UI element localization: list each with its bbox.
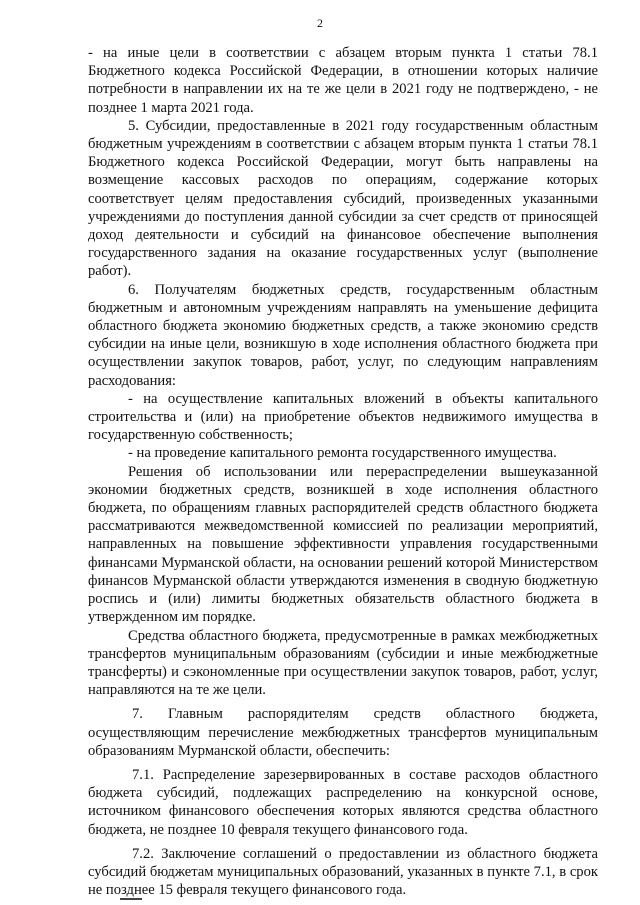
paragraph-capital-repair: - на проведение капитального ремонта государственного имущества.	[128, 445, 557, 462]
document-body	[88, 44, 598, 899]
paragraph-capital-investments: - на осуществление капитальных вложений в объекты капитального строительства и (или) на приобретение объектов недвижимого имущества в государственную собственность;	[88, 390, 598, 444]
page-number: 2	[317, 16, 323, 30]
paragraph-savings-decisions: Решения об использовании или перераспределении вышеуказанной экономии бюджетных средств, возникшей в ходе исполнения областного бюджета, по обращениям главных распорядителей средств областного бюджета рассматриваются межведомственной комиссией по реализации мероприятий, направленных на повышение эффективности управления государственными финансами Мурманской области, на основании решений которой Министерством финансов Мурманской области утверждаются изменения в сводную бюджетную роспись и (или) лимиты бюджетных обязательств областного бюджета в утвержденном им порядке.	[88, 463, 598, 626]
paragraph-7-main-administrators: 7. Главным распорядителям средств областного бюджета, осуществляющим перечисление межбюджетных трансфертов муниципальным образованиям Мурманской области, обеспечить:	[88, 706, 598, 759]
paragraph-7-1-distribution: 7.1. Распределение зарезервированных в составе расходов областного бюджета субсидий, подлежащих распределению на конкурсной основе, источником финансового обеспечения которых являются средства областного бюджета, не позднее 10 февраля текущего финансового года.	[88, 766, 598, 838]
paragraph-7-2-agreements: 7.2. Заключение соглашений о предоставлении из областного бюджета субсидий бюджетам муниципальных образований, указанных в пункте 7.1, в срок не позднее 15 февраля текущего финансового года.	[88, 845, 598, 899]
paragraph-other-purposes-deadline: - на иные цели в соответствии с абзацем вторым пункта 1 статьи 78.1 Бюджетного кодекса Российской Федерации, в отношении которых наличие потребности в направлении их на те же цели в 2021 году не подтверждено, - не позднее 1 марта 2021 года.	[88, 45, 598, 116]
scan-artifact-mark	[120, 898, 142, 900]
paragraph-6-budget-savings: 6. Получателям бюджетных средств, государственным областным бюджетным и автономным учреждениям направлять на уменьшение дефицита областного бюджета экономию бюджетных средств, а также экономию средств субсидии на иные цели, возникшую в ходе исполнения областного бюджета при осуществлении закупок товаров, работ, услуг, по следующим направлениям расходования:	[88, 281, 598, 389]
paragraph-5-subsidies: 5. Субсидии, предоставленные в 2021 году государственным областным бюджетным учреждениям в соответствии с абзацем вторым пункта 1 статьи 78.1 Бюджетного кодекса Российской Федерации, могут быть направлены на возмещение кассовых расходов по операциям, содержание которых соответствует целям предоставления субсидий, произведенных указанными учреждениями до поступления данной субсидии за счет средств от приносящей доход деятельности и субсидий на финансовое обеспечение выполнения государственного задания на оказание государственных услуг (выполнение работ).	[88, 117, 598, 280]
paragraph-interbudget-transfers: Средства областного бюджета, предусмотренные в рамках межбюджетных трансфертов муниципальным образованиям (субсидии и иные межбюджетные трансферты) и сэкономленные при осуществлении закупок товаров, работ, услуг, направляются на те же цели.	[88, 627, 598, 699]
